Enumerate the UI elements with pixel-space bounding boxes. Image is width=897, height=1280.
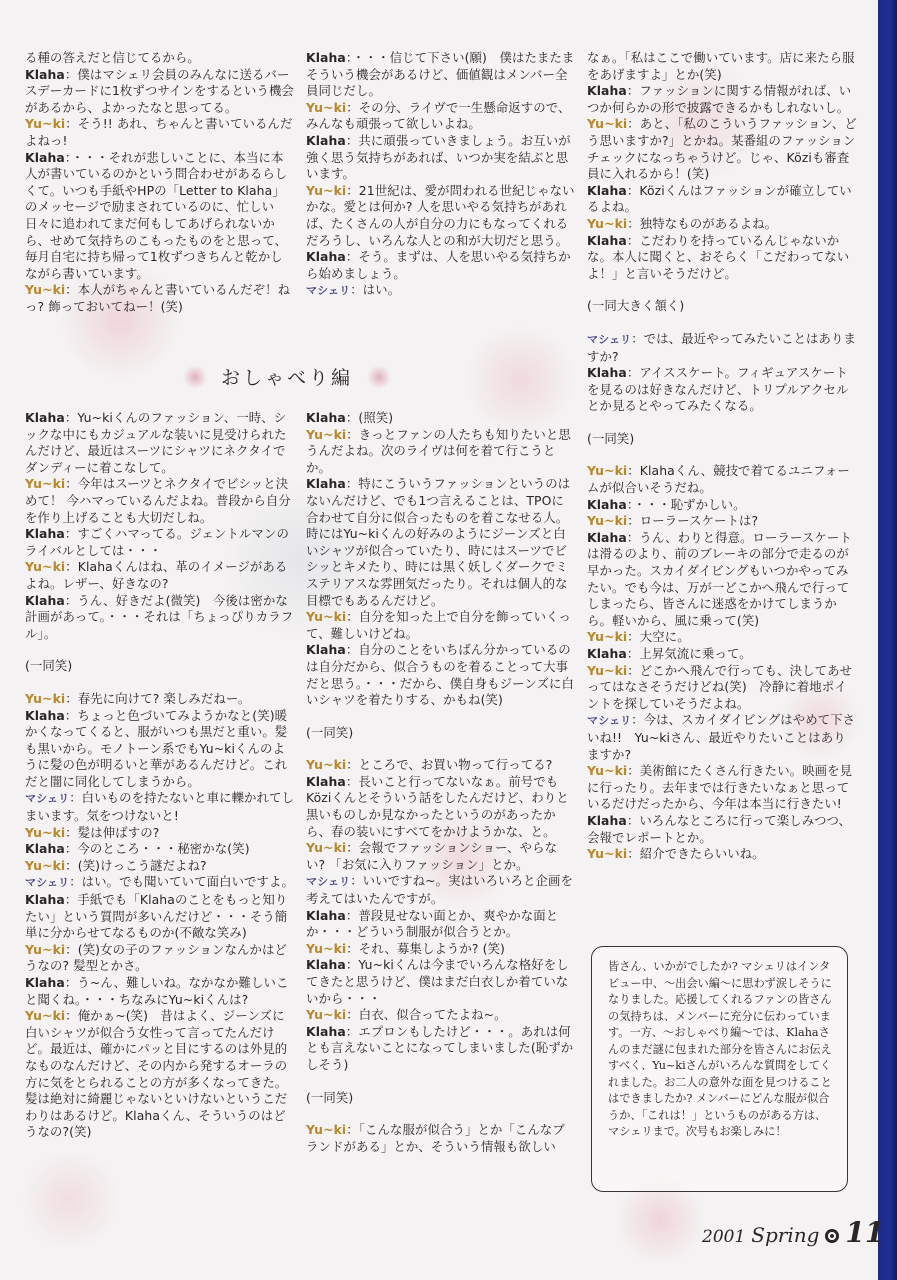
page-number: 11 — [845, 1216, 885, 1249]
dialogue-line — [587, 116, 857, 182]
dialogue-line — [25, 150, 295, 283]
dialogue-text: ：Klahaくんはね、革のイメージがあるよね。レザー、好きなの? — [25, 559, 288, 591]
dialogue-line — [25, 691, 295, 708]
dialogue-line — [306, 282, 576, 300]
dialogue-line — [306, 725, 576, 742]
speaker-name: Klaha — [25, 66, 65, 82]
dialogue-line — [306, 50, 576, 100]
dialogue-text: る種の答えだと信じてるから。 — [25, 50, 200, 65]
column-2-top — [306, 50, 576, 300]
dialogue-text: ：会報でファッションショー、やらない? 「お気に入りファッション」とか。 — [306, 840, 558, 872]
dialogue-text: ：美術館にたくさん行きたい。映画を見に行ったり。去年までは行きたいなぁと思っているだけだったから、今年は本当に行きたい! — [587, 763, 853, 812]
editor-note-box — [591, 946, 848, 1192]
dialogue-line — [587, 298, 857, 315]
dialogue-text: ：・・・それが悲しいことに、本当に本人が書いているのかという問合わせがあるらしくて。いつも手紙やHPの「Letter to Klaha」のメッセージで励まされているのに、忙しい日々に追われてまだ何もしてあげられないから、せめて気持ちのこもったものをと思って、毎月自宅に持ち帰って1枚ずつきちんと乾かしながら書いています。 — [25, 149, 288, 281]
speaker-name: Klaha — [306, 132, 346, 148]
speaker-name: マシェリ — [587, 714, 632, 728]
dialogue-line — [25, 50, 295, 67]
dialogue-text: ：すごくハマってる。ジェントルマンのライバルとしては・・・ — [25, 526, 289, 558]
speaker-name: Yu~ki — [587, 463, 628, 479]
dialogue-text: ：「こんな服が似合う」とか「こんなブランドがある」とか、そういう情報も欲しい — [306, 1122, 565, 1154]
speaker-name: Klaha — [306, 476, 346, 492]
paragraph-gap — [306, 1106, 576, 1122]
dialogue-text: ：本人がちゃんと書いているんだぞ！ねっ? 飾っておいてねー！(笑) — [25, 282, 291, 314]
speaker-name: Yu~ki — [587, 215, 628, 231]
dialogue-text: ：今は、スカイダイビングはやめて下さいね!! Yu~kiさん、最近やりたいことはありますか? — [587, 712, 856, 762]
speaker-name: Yu~ki — [25, 476, 66, 492]
paragraph-gap — [587, 447, 857, 463]
speaker-name: マシェリ — [306, 284, 351, 298]
speaker-name: Klaha — [25, 592, 65, 608]
dialogue-text: ：・・・恥ずかしい。 — [626, 496, 746, 512]
dialogue-line — [25, 67, 295, 117]
speaker-name: Yu~ki — [306, 757, 347, 773]
dialogue-text: ：Köziくんはファッションが確立しているよね。 — [587, 182, 852, 215]
speaker-name: Yu~ki — [587, 116, 628, 132]
dialogue-text: ：白いものを持たないと車に轢かれてしまいます。気をつけないと! — [25, 790, 295, 824]
column-1-top — [25, 50, 295, 316]
speaker-name: Klaha — [306, 50, 346, 65]
speaker-name: Klaha — [25, 841, 65, 857]
speaker-name: Klaha — [25, 526, 65, 542]
dialogue-line — [587, 763, 857, 813]
dialogue-text: ：ファッションに関する情報がれば、いつか何らかの形で披露できるかもしれないし。 — [587, 83, 852, 115]
dialogue-text: ：自分を知った上で自分を飾っていくって、難しいけどね。 — [306, 609, 571, 641]
dialogue-text: ：うん、わりと得意。ローラースケートは滑るのより、前のブレーキの部分で走るのが早かった。スカイダイビングもいつかやってみたい。でも今は、万が一どこかへ飛んで行ってしまったら、皆さんに迷惑をかけてしまうから。軽いから、風に乗って(笑) — [587, 529, 852, 628]
speaker-name: Klaha — [25, 410, 65, 425]
dialogue-line — [306, 609, 576, 642]
dialogue-text: ：特にこういうファッションというのはないんだけど、でも1つ言えることは、TPOに合わせて自分に似合ったものを着こなせる人。時にはYu~kiくんの好みのようにジーンズと白いシャツが似合っていたり、時にはスーツでビシッとキメたり、時には黒く妖しくダークでミステリアスな雰囲気だったり。それは個人的な目標でもあるんだけど。 — [306, 476, 571, 608]
dialogue-text: ：髪は伸ばすの? — [65, 824, 160, 840]
speaker-name: Yu~ki — [306, 840, 347, 856]
dialogue-line — [587, 712, 857, 763]
dialogue-text: ：春先に向けて? 楽しみだねー。 — [65, 690, 251, 706]
dialogue-text: (一同大きく頷く) — [587, 298, 685, 314]
speaker-name: Yu~ki — [587, 662, 628, 678]
dialogue-text: ：では、最近やってみたいことはありますか? — [587, 330, 857, 364]
dialogue-line — [25, 858, 295, 875]
dialogue-text: ：はい。 — [350, 282, 401, 298]
dialogue-line — [306, 642, 576, 708]
speaker-name: Yu~ki — [587, 629, 628, 645]
dialogue-line — [587, 663, 857, 713]
dialogue-line — [25, 975, 295, 1008]
dialogue-line — [25, 559, 295, 592]
dialogue-line — [25, 708, 295, 791]
editor-note-text: 皆さん、いかがでしたか? マシェリはインタビュー中、～出会い編～に思わず涙しそうになりました。応援してくれるファンの皆さんの気持ちは、メンバーに充分に伝わっています。一方、～おしゃべり編～では、Klahaさんのまだ謎に包まれた部分を皆さんにお伝えすべく、Yu~kiさんがいろんな質問をしてくれました。お二人の意外な面を見つけることはできましたか? メンバーにどんな服が似合うか、「これは！」というものがある方は、マシェリまで。次号もお楽しみに！ — [608, 960, 832, 1138]
heading-flower-right-icon — [366, 366, 392, 388]
dialogue-text: ：Yu~kiくんは今までいろんな格好をしてきたと思うけど、僕はまだ白衣しか着ていないから・・・ — [306, 957, 569, 1006]
heading-flower-left-icon — [182, 366, 208, 388]
speaker-name: Klaha — [587, 496, 627, 512]
dialogue-line — [587, 331, 857, 365]
dialogue-text: ：いいですね~。実はいろいろと企画を考えてはいたんですが。 — [306, 873, 574, 907]
dialogue-line — [25, 874, 295, 892]
dialogue-text: ：う~ん、難しいね。なかなか難しいこと聞くね。・・・ちなみにYu~kiくんは? — [25, 975, 289, 1007]
dialogue-text: ：独特なものがあるよね。 — [627, 215, 778, 231]
paragraph-gap — [587, 315, 857, 331]
footer-year: 2001 — [702, 1227, 746, 1247]
dialogue-text: ：今年はスーツとネクタイでビシッと決めて！ 今ハマっているんだよね。普段から自分を作り上げることも大切だしね。 — [25, 476, 291, 525]
dialogue-line — [25, 526, 295, 559]
footer-ring-icon — [825, 1229, 839, 1243]
dialogue-line — [25, 790, 295, 824]
dialogue-line — [587, 365, 857, 415]
dialogue-line — [306, 957, 576, 1007]
dialogue-text: ：上昇気流に乗って。 — [626, 646, 752, 661]
dialogue-line — [306, 1122, 576, 1155]
speaker-name: Klaha — [306, 773, 346, 789]
dialogue-text: ：白衣、似合ってたよね~。 — [346, 1007, 507, 1023]
speaker-name: Yu~ki — [587, 763, 628, 779]
dialogue-line — [587, 463, 857, 496]
speaker-name: Yu~ki — [306, 99, 347, 115]
dialogue-line — [306, 100, 576, 133]
dialogue-line — [587, 216, 857, 233]
dialogue-text: ：そう!! あれ、ちゃんと書いているんだよねっ! — [25, 116, 293, 148]
dialogue-line — [306, 908, 576, 941]
dialogue-text: ：21世紀は、愛が問われる世紀じゃないかな。愛とは何か? 人を思いやる気持ちがあれば、たくさんの人が自分の力にもなってくれるだろうし、いろんな人との和が大切だと思う。 — [306, 182, 575, 248]
dialogue-text: ：Yu~kiくんのファッション、一時、シックな中にもカジュアルな装いに見受けられたんだけど、最近はスーツにシャツにネクタイでダンディーに着こなして。 — [25, 410, 287, 475]
dialogue-line — [587, 183, 857, 216]
dialogue-text: ：(笑)女の子のファッションなんかはどうなの? 髪型とかさ。 — [25, 941, 287, 974]
speaker-name: Yu~ki — [25, 941, 66, 957]
dialogue-text: ：エプロンもしたけど・・・。あれは何とも言えないことになってしまいました(恥ずかしそう) — [306, 1023, 574, 1072]
speaker-name: Klaha — [587, 529, 627, 545]
speaker-name: Klaha — [25, 149, 65, 165]
dialogue-text: ：いろんなところに行って楽しみつつ、会報でレポートとか。 — [587, 812, 851, 845]
dialogue-text: ：(照笑) — [345, 410, 394, 425]
dialogue-line — [306, 183, 576, 249]
speaker-name: Klaha — [306, 249, 346, 265]
paragraph-gap — [587, 282, 857, 298]
dialogue-text: ：こだわりを持っているんじゃないかな。本人に聞くと、おそらく「こだわってないよ！」と言いそうだけど。 — [587, 232, 850, 281]
dialogue-line — [587, 83, 857, 116]
dialogue-text: ：手紙でも「Klahaのことをもっと知りたい」という質問が多いんだけど・・・そう簡単に分からせてなるものか(不敵な笑み) — [25, 892, 288, 941]
dialogue-line — [306, 476, 576, 609]
column-1-bottom — [25, 410, 295, 1141]
dialogue-line — [25, 825, 295, 842]
speaker-name: Yu~ki — [587, 513, 628, 529]
dialogue-text: ：あと、「私のこういうファッション、どう思いますか?」とかね。某番組のファッションチェックになっちゃうけど。じゃ、Köziも審査員に入れるから！(笑) — [587, 116, 857, 182]
dialogue-line — [587, 646, 857, 663]
dialogue-line — [587, 813, 857, 846]
dialogue-line — [306, 840, 576, 873]
dialogue-text: ：はい。でも聞いていて面白いですよ。 — [69, 874, 295, 890]
speaker-name: Yu~ki — [25, 824, 66, 840]
paragraph-gap — [587, 415, 857, 431]
dialogue-text: ：きっとファンの人たちも知りたいと思うんだよね。次のライヴは何を着て行こうとか。 — [306, 426, 571, 475]
dialogue-line — [306, 757, 576, 774]
speaker-name: Yu~ki — [306, 426, 347, 442]
dialogue-text: ：そう。まずは、人を思いやる気持ちから始めましょう。 — [306, 249, 571, 281]
dialogue-line — [306, 427, 576, 477]
dialogue-line — [587, 513, 857, 530]
dialogue-text: ：今のところ・・・秘密かな(笑) — [64, 841, 250, 857]
dialogue-line — [306, 774, 576, 840]
paragraph-gap — [306, 709, 576, 725]
column-3 — [587, 50, 857, 863]
speaker-name: Klaha — [306, 410, 346, 425]
dialogue-line — [25, 942, 295, 975]
dialogue-text: ：(笑)けっこう謎だよね? — [65, 857, 207, 873]
dialogue-line — [587, 629, 857, 646]
dialogue-line — [587, 497, 857, 514]
dialogue-text: (一同笑) — [306, 724, 354, 740]
speaker-name: Klaha — [587, 365, 627, 381]
speaker-name: Klaha — [587, 83, 627, 99]
dialogue-line — [306, 1024, 576, 1074]
dialogue-line — [25, 282, 295, 315]
dialogue-line — [306, 873, 576, 907]
speaker-name: Yu~ki — [306, 940, 347, 956]
speaker-name: Klaha — [306, 957, 346, 973]
dialogue-text: ：ちょっと色づいてみようかなと(笑)暖かくなってくると、服がいつも黒だと重い。髪も黒いから。モノトーン系でもYu~kiくんのように髪の色が明るいと華があるんだけど。これだと闇に同化してしまうから。 — [25, 707, 288, 789]
dialogue-text: ：・・・信じて下さい(願) 僕はたまたまそういう機会があるけど、価値観はメンバー全員同じだし。 — [306, 50, 575, 99]
footer-season: Spring — [751, 1223, 820, 1247]
speaker-name: Klaha — [587, 646, 627, 661]
dialogue-text: ：長いこと行ってないなぁ。前号でもKöziくんとそういう話をしたんだけど、わりと黒いものしか見なかったというのがあったから、春の装いにすべてをかけようかな、と。 — [306, 773, 569, 839]
dialogue-line — [25, 476, 295, 526]
dialogue-line — [587, 431, 857, 448]
dialogue-line — [25, 841, 295, 858]
dialogue-line — [306, 410, 576, 427]
dialogue-line — [587, 233, 857, 283]
speaker-name: Klaha — [306, 642, 346, 658]
speaker-name: マシェリ — [25, 876, 70, 890]
speaker-name: Yu~ki — [306, 609, 347, 625]
speaker-name: Klaha — [306, 907, 346, 923]
speaker-name: Yu~ki — [306, 182, 347, 198]
dialogue-text: ：自分のことをいちばん分かっているのは自分だから、似合うものを着ることって大事だと思う。・・・だから、僕自身もジーンズに白いシャツを着たりする、かもね(笑) — [306, 642, 574, 708]
paragraph-gap — [25, 642, 295, 658]
dialogue-text: ：大空に。 — [627, 629, 690, 645]
dialogue-line — [25, 892, 295, 942]
dialogue-line — [306, 249, 576, 282]
dialogue-text: ：俺かぁ~(笑) 昔はよく、ジーンズに白いシャツが似合う女性って言ってたんだけど。最近は、確かにパッと目にするのは外見的なものなんだけど、その内から発するオーラの方に気をとられることの方が多くなってきた。髪は絶対に綺麗じゃないといけないというこだわりはあるけど。Klahaくん、そういうのはどうなの?(笑) — [25, 1008, 288, 1140]
speaker-name: Yu~ki — [25, 559, 66, 575]
page-footer — [702, 1216, 884, 1256]
dialogue-text: ：紹介できたらいいね。 — [627, 846, 765, 862]
speaker-name: Klaha — [587, 182, 627, 198]
speaker-name: Yu~ki — [25, 690, 66, 706]
speaker-name: Yu~ki — [587, 846, 628, 862]
section-heading — [182, 358, 392, 394]
dialogue-line — [25, 410, 295, 476]
dialogue-line — [25, 593, 295, 643]
speaker-name: マシェリ — [306, 875, 351, 889]
speaker-name: Klaha — [25, 975, 65, 990]
speaker-name: Yu~ki — [306, 1007, 347, 1023]
dialogue-text: (一同笑) — [306, 1089, 354, 1105]
dialogue-line — [587, 846, 857, 863]
paragraph-gap — [306, 1074, 576, 1090]
dialogue-text: ：Klahaくん、競技で着てるユニフォームが似合いそうだね。 — [587, 463, 850, 496]
speaker-name: Yu~ki — [25, 1008, 66, 1024]
speaker-name: Klaha — [587, 812, 627, 828]
dialogue-line — [587, 50, 857, 83]
paragraph-gap — [306, 741, 576, 757]
dialogue-text: ：アイススケート。フィギュアスケートを見るのは好きなんだけど、トリプルアクセルとか見るとやってみたくなる。 — [587, 365, 849, 414]
dialogue-line — [25, 1008, 295, 1141]
dialogue-line — [306, 133, 576, 183]
dialogue-text: ：共に頑張っていきましょう。お互いが強く思う気持ちがあれば、いつか実を結ぶと思います。 — [306, 132, 571, 182]
speaker-name: マシェリ — [587, 332, 632, 346]
speaker-name: Yu~ki — [25, 282, 66, 298]
section-title: おしゃべり編 — [220, 366, 353, 389]
dialogue-text: ：ところで、お買い物って行ってる? — [346, 757, 553, 773]
dialogue-text: なぁ。「私はここで働いています。店に来たら服をあげますよ」とか(笑) — [587, 50, 855, 82]
dialogue-text: ：うん、好きだよ(微笑) 今後は密かな計画があって。・・・それは「ちょっぴりカラフル」。 — [25, 592, 294, 641]
dialogue-line — [25, 116, 295, 149]
page-edge-bar — [878, 0, 897, 1280]
speaker-name: Yu~ki — [306, 1122, 347, 1138]
dialogue-text: (一同笑) — [587, 430, 635, 446]
dialogue-text: (一同笑) — [25, 658, 73, 674]
dialogue-text: ：ローラースケートは? — [627, 513, 759, 529]
speaker-name: Klaha — [25, 707, 65, 723]
column-2-bottom — [306, 410, 576, 1155]
speaker-name: Klaha — [25, 892, 65, 908]
dialogue-text: ：それ、募集しようか? (笑) — [346, 940, 505, 956]
paragraph-gap — [25, 675, 295, 691]
dialogue-line — [306, 1090, 576, 1107]
speaker-name: Klaha — [306, 1023, 346, 1039]
speaker-name: マシェリ — [25, 792, 70, 806]
dialogue-line — [587, 530, 857, 630]
dialogue-text: ：普段見せない面とか、爽やかな面とか・・・どういう制服が似合うとか。 — [306, 907, 559, 940]
speaker-name: Yu~ki — [25, 116, 66, 132]
dialogue-line — [306, 1007, 576, 1024]
speaker-name: Yu~ki — [25, 857, 66, 873]
dialogue-line — [306, 941, 576, 958]
dialogue-text: ：僕はマシェリ会員のみんなに送るバースデーカードに1枚ずつサインをするという機会があるから、よかったなと思ってる。 — [25, 66, 294, 115]
dialogue-text: ：どこかへ飛んで行っても、決してあせってはなさそうだけどね(笑) 冷静に着地ポイントを探していそうだよね。 — [587, 662, 853, 711]
dialogue-text: ：その分、ライヴで一生懸命返すので、みんなも頑張って欲しいよね。 — [306, 99, 571, 132]
dialogue-line — [25, 658, 295, 675]
speaker-name: Klaha — [587, 232, 627, 248]
